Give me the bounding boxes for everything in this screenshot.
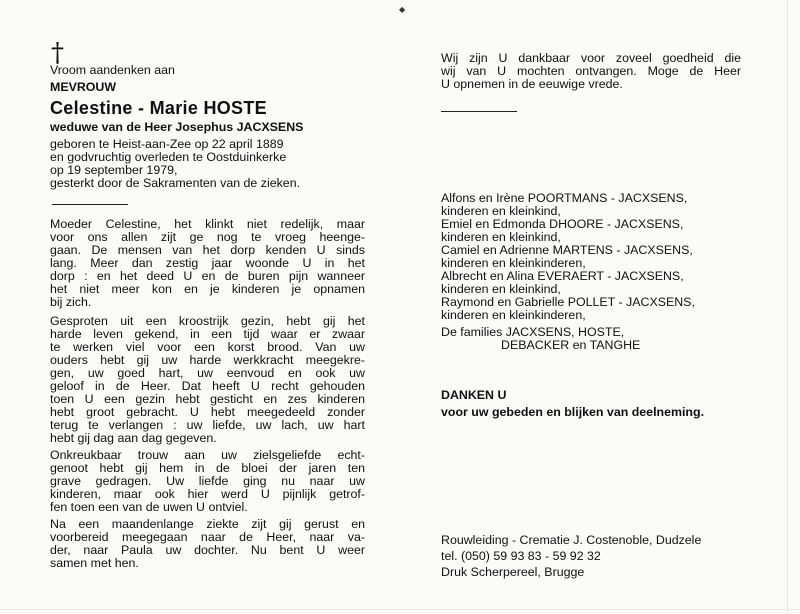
divider	[52, 204, 128, 205]
bio-line: gesterkt door de Sakramenten van de zieken.	[50, 176, 301, 190]
footer-line: tel. (050) 59 93 83 - 59 92 32	[441, 549, 601, 563]
footer-line: Druk Scherpereel, Brugge	[441, 565, 585, 579]
family-line: Camiel en Adrienne MARTENS - JACXSENS,	[441, 243, 693, 257]
family-line: Raymond en Gabrielle POLLET - JACXSENS,	[441, 295, 695, 309]
text-line: harde leven gekend, in een tijd waar er zwaar	[50, 327, 365, 341]
bio-block	[50, 138, 365, 190]
text-line: grave gedragen. Uw liefde ging nu naar uw	[50, 474, 365, 488]
family-line: kinderen en kleinkinderen,	[441, 256, 586, 270]
text-line: dorp : en het deed U en de buren pijn wanneer	[50, 269, 365, 283]
text-line: Gesproten uit een kroostrijk gezin, hebt gij het	[50, 314, 365, 328]
family-line: kinderen en kleinkind,	[441, 204, 561, 218]
family-line: kinderen en kleinkind,	[441, 282, 561, 296]
spouse-line: weduwe van de Heer Josephus JACXSENS	[50, 120, 304, 134]
text-line: voor ons allen zijt ge nog te vroeg heenge-	[50, 230, 365, 244]
text-line: hebt groot gebracht. U hebt meegedeeld zonder	[50, 405, 365, 419]
text-line: ouders hebt gij uw harde werkkracht meegekre-	[50, 353, 365, 367]
text-line: terug te verlangen : uw liefde, uw lach, uw hart	[50, 418, 365, 432]
text-line: lang. Meer dan zestig jaar woonde U in het	[50, 256, 365, 270]
bio-line: geboren te Heist-aan-Zee op 22 april 1889	[50, 137, 284, 151]
text-line: wij van U mochten ontvangen. Moge de Heer	[441, 64, 741, 78]
text-line: Moeder Celestine, het klinkt niet redelijk, maar	[50, 217, 365, 231]
family-line: kinderen en kleinkinderen,	[441, 308, 586, 322]
family-line: Emiel en Edmonda DHOORE - JACXSENS,	[441, 217, 684, 231]
card-edge	[787, 0, 798, 614]
paragraph-4	[50, 518, 365, 570]
cross-icon: †	[51, 38, 64, 68]
text-line: te werken viel voor een korst brood. Van uw	[50, 340, 365, 354]
family-line: Alfons en Irène POORTMANS - JACXSENS,	[441, 191, 688, 205]
text-line: het niet meer kon en je kinderen je opnamen	[50, 282, 365, 296]
bio-line: en godvruchtig overleden te Oostduinkerke	[50, 150, 287, 164]
title-text: MEVROUW	[50, 80, 117, 94]
text-line: voorbereid meegegaan naar de Heer, naar va-	[50, 530, 365, 544]
family-line: Albrecht en Alina EVERAERT - JACXSENS,	[441, 269, 684, 283]
family-list	[441, 192, 741, 352]
paragraph-1	[50, 218, 365, 309]
right-column	[441, 40, 741, 579]
paragraph-2	[50, 315, 365, 445]
family-line: kinderen en kleinkind,	[441, 230, 561, 244]
footer-block	[441, 534, 741, 579]
text-line: samen met hen.	[50, 556, 139, 570]
text-line: Onkreukbaar trouw aan uw zielsgeliefde echt-	[50, 448, 365, 462]
prayer-block	[441, 52, 741, 91]
text-line: fen toen een van de uwen U ontviel.	[50, 500, 248, 514]
text-line: hebt gij dag aan dag gegeven.	[50, 431, 217, 445]
text-line: kinderen, maar ook hier werd U pijnlijk getrof-	[50, 487, 365, 501]
deceased-name: Celestine - Marie HOSTE	[50, 98, 267, 118]
card-edge	[0, 609, 800, 614]
intro-text: Vroom aandenken aan	[50, 63, 175, 77]
left-column	[50, 40, 365, 570]
fold-mark: ◆	[399, 5, 406, 14]
families-line: De families JACXSENS, HOSTE,	[441, 325, 625, 339]
text-line: gen, uw goed hart, uw eenvoud en ook uw	[50, 366, 365, 380]
text-line: U opnemen in de eeuwige vrede.	[441, 77, 623, 91]
text-line: geloof in de Heer. Dat heeft U recht gehouden	[50, 379, 365, 393]
text-line: bij zich.	[50, 295, 92, 309]
paragraph-3	[50, 449, 365, 514]
families-line: DEBACKER en TANGHE	[501, 338, 641, 352]
text-line: gaan. De mensen van het dorp kenden U sinds	[50, 243, 365, 257]
thanks-title: DANKEN U	[441, 388, 507, 402]
text-line: toen U een gezin hebt gesticht en zes kinderen	[50, 392, 365, 406]
text-line: genoot hebt gij hem in de bloei der jaren ten	[50, 461, 365, 475]
thanks-text: voor uw gebeden en blijken van deelneming.	[441, 405, 705, 419]
text-line: Wij zijn U dankbaar voor zoveel goedheid die	[441, 51, 741, 65]
text-line: Na een maandenlange ziekte zijt gij gerust en	[50, 517, 365, 531]
text-line: der, naar Paula uw dochter. Nu bent U weer	[50, 543, 365, 557]
divider	[441, 111, 517, 112]
footer-line: Rouwleiding - Crematie J. Costenoble, Dudzele	[441, 533, 702, 547]
bio-line: op 19 september 1979,	[50, 163, 178, 177]
